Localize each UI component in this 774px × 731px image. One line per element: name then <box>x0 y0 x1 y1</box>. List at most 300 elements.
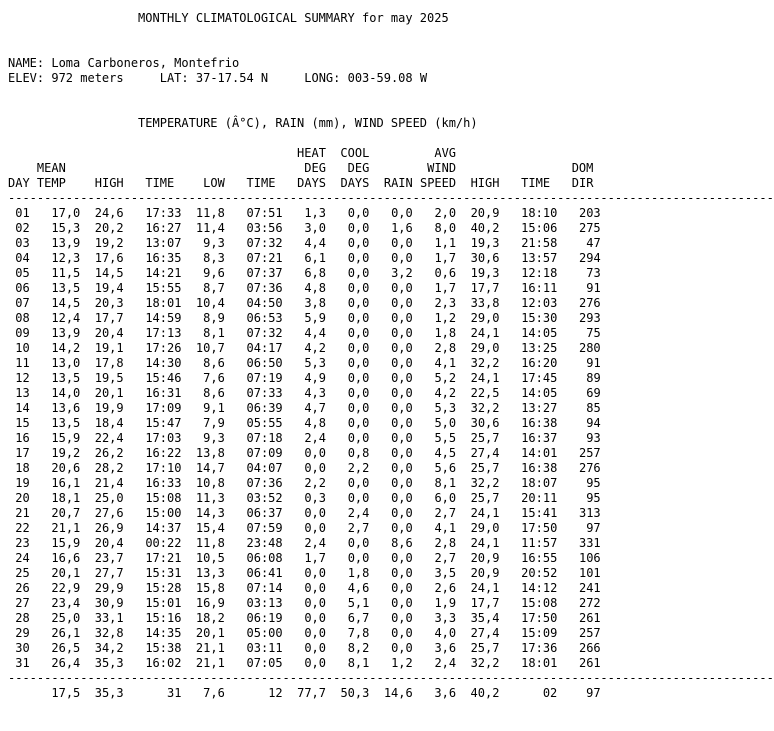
table-row <box>8 281 774 296</box>
cell-wind-high-time: 20:52 <box>521 566 558 580</box>
cell-rain: 0,0 <box>391 596 413 610</box>
cell-dom-dir: 97 <box>586 521 601 535</box>
table-row <box>8 251 774 266</box>
cell-wind-high-time: 13:25 <box>521 341 558 355</box>
cell-heat-deg-days: 4,8 <box>304 281 327 295</box>
cell-high-time: 00:22 <box>145 536 182 550</box>
cell-heat-deg-days: 0,0 <box>304 611 326 625</box>
cell-low-time: 04:50 <box>246 296 283 310</box>
cell-low-time: 07:32 <box>246 236 283 250</box>
cell-wind-high: 20,9 <box>470 551 500 565</box>
cell-rain: 0,0 <box>391 401 413 415</box>
total-rain: 14,6 <box>383 686 413 700</box>
cell-dom-dir: 69 <box>586 386 601 400</box>
header-rain: RAIN <box>383 176 413 190</box>
cell-wind-high-time: 16:55 <box>521 551 558 565</box>
cell-low-time: 07:32 <box>246 326 283 340</box>
cell-high-temp: 21,4 <box>94 476 124 490</box>
cell-rain: 0,0 <box>391 461 413 475</box>
cell-high-time: 15:28 <box>145 581 182 595</box>
cell-low-temp: 8,6 <box>203 386 225 400</box>
cell-dom-dir: 272 <box>578 596 601 610</box>
cell-high-temp: 23,7 <box>94 551 124 565</box>
header-row-2 <box>8 161 774 176</box>
table-row <box>8 311 774 326</box>
cell-wind-high-time: 18:01 <box>521 656 558 670</box>
cell-wind-high-time: 17:45 <box>521 371 558 385</box>
cell-high-time: 17:13 <box>145 326 182 340</box>
cell-high-temp: 29,9 <box>94 581 124 595</box>
table-row <box>8 581 774 596</box>
cell-avg-wind-speed: 2,4 <box>434 656 457 670</box>
table-row <box>8 326 774 341</box>
cell-high-temp: 27,6 <box>94 506 124 520</box>
table-row <box>8 446 774 461</box>
cell-rain: 0,0 <box>391 281 413 295</box>
cell-rain: 0,0 <box>391 551 413 565</box>
lat-value: 37-17.54 N <box>195 71 269 85</box>
cell-wind-high: 19,3 <box>470 266 500 280</box>
table-row <box>8 656 774 671</box>
table-row <box>8 566 774 581</box>
cell-mean-temp: 26,1 <box>51 626 81 640</box>
cell-low-time: 07:33 <box>246 386 283 400</box>
cell-high-time: 16:02 <box>145 656 182 670</box>
cell-mean-temp: 20,7 <box>51 506 81 520</box>
cell-low-temp: 18,2 <box>195 611 225 625</box>
cell-mean-temp: 15,9 <box>51 431 81 445</box>
cell-wind-high: 32,2 <box>470 356 500 370</box>
cell-cool-deg-days: 0,0 <box>347 416 370 430</box>
cell-day: 17 <box>15 446 30 460</box>
cell-low-time: 07:37 <box>246 266 283 280</box>
cell-dom-dir: 293 <box>579 311 601 325</box>
cell-rain: 0,0 <box>391 356 413 370</box>
cell-wind-high: 32,2 <box>470 476 500 490</box>
total-avg-wind-speed: 3,6 <box>434 686 457 700</box>
cell-avg-wind-speed: 1,1 <box>434 236 457 250</box>
cell-heat-deg-days: 2,4 <box>304 431 327 445</box>
cell-wind-high-time: 18:07 <box>521 476 558 490</box>
cell-wind-high-time: 17:50 <box>521 521 558 535</box>
cell-rain: 0,0 <box>391 236 413 250</box>
cell-low-temp: 7,6 <box>203 371 225 385</box>
cell-high-temp: 20,4 <box>94 536 124 550</box>
cell-low-time: 07:18 <box>246 431 283 445</box>
cell-mean-temp: 25,0 <box>51 611 81 625</box>
cell-low-temp: 21,1 <box>195 656 225 670</box>
cell-high-temp: 19,4 <box>94 281 124 295</box>
cell-wind-high-time: 21:58 <box>521 236 558 250</box>
cell-low-time: 06:50 <box>246 356 283 370</box>
cell-cool-deg-days: 2,2 <box>347 461 370 475</box>
cell-wind-high-time: 15:09 <box>521 626 558 640</box>
cell-dom-dir: 203 <box>578 206 601 220</box>
cell-wind-high: 22,5 <box>470 386 500 400</box>
cell-low-temp: 11,3 <box>195 491 225 505</box>
cell-low-time: 23:48 <box>246 536 283 550</box>
elev-value: 972 meters <box>51 71 124 85</box>
cell-day: 20 <box>15 491 30 505</box>
cell-high-time: 15:00 <box>145 506 182 520</box>
cell-high-temp: 33,1 <box>94 611 124 625</box>
cell-mean-temp: 15,9 <box>51 536 81 550</box>
cell-rain: 0,0 <box>391 386 413 400</box>
cell-cool-deg-days: 0,0 <box>347 476 370 490</box>
cell-low-temp: 14,3 <box>195 506 225 520</box>
table-row <box>8 626 774 641</box>
cell-wind-high-time: 20:11 <box>521 491 558 505</box>
cell-dom-dir: 47 <box>586 236 601 250</box>
header-cool-deg-days: DEG <box>347 161 370 175</box>
cell-mean-temp: 12,3 <box>51 251 81 265</box>
cell-high-temp: 20,4 <box>94 326 124 340</box>
cell-dom-dir: 280 <box>578 341 601 355</box>
cell-wind-high-time: 14:05 <box>521 326 558 340</box>
cell-mean-temp: 14,2 <box>51 341 81 355</box>
cell-low-temp: 8,9 <box>203 311 225 325</box>
cell-avg-wind-speed: 4,5 <box>434 446 457 460</box>
total-high-temp: 35,3 <box>94 686 124 700</box>
cell-rain: 0,0 <box>391 476 413 490</box>
cell-avg-wind-speed: 5,3 <box>434 401 457 415</box>
cell-avg-wind-speed: 2,8 <box>434 536 457 550</box>
table-row <box>8 236 774 251</box>
cell-heat-deg-days: 3,0 <box>304 221 326 235</box>
cell-cool-deg-days: 0,0 <box>347 386 370 400</box>
cell-day: 19 <box>15 476 30 490</box>
table-row <box>8 266 774 281</box>
units-line <box>8 116 774 131</box>
cell-mean-temp: 16,1 <box>51 476 81 490</box>
header-row-1 <box>8 146 774 161</box>
cell-high-time: 13:07 <box>145 236 182 250</box>
cell-mean-temp: 23,4 <box>51 596 81 610</box>
cell-low-time: 07:51 <box>246 206 283 220</box>
cell-cool-deg-days: 0,0 <box>347 491 370 505</box>
cell-low-temp: 13,8 <box>195 446 225 460</box>
cell-low-temp: 10,7 <box>195 341 225 355</box>
climate-report <box>8 11 774 701</box>
lat-label: LAT: <box>159 71 189 85</box>
cell-high-time: 15:01 <box>145 596 182 610</box>
table-row <box>8 491 774 506</box>
table-row <box>8 221 774 236</box>
cell-day: 02 <box>15 221 30 235</box>
cell-high-time: 15:16 <box>145 611 182 625</box>
cell-avg-wind-speed: 2,6 <box>434 581 457 595</box>
cell-mean-temp: 13,9 <box>51 326 81 340</box>
cell-cool-deg-days: 0,0 <box>347 356 370 370</box>
cell-low-time: 06:08 <box>246 551 283 565</box>
cell-rain: 0,0 <box>391 506 413 520</box>
cell-heat-deg-days: 1,7 <box>304 551 326 565</box>
table-row <box>8 431 774 446</box>
cell-day: 25 <box>15 566 30 580</box>
cell-cool-deg-days: 0,0 <box>347 281 370 295</box>
cell-day: 21 <box>15 506 30 520</box>
cell-rain: 1,6 <box>391 221 413 235</box>
cell-low-time: 07:59 <box>246 521 283 535</box>
cell-dom-dir: 101 <box>578 566 601 580</box>
cell-heat-deg-days: 0,3 <box>304 491 326 505</box>
cell-avg-wind-speed: 4,1 <box>434 521 457 535</box>
cell-wind-high-time: 16:11 <box>521 281 558 295</box>
cell-day: 06 <box>15 281 30 295</box>
cell-wind-high: 32,2 <box>470 656 500 670</box>
cell-mean-temp: 13,0 <box>51 356 81 370</box>
cell-mean-temp: 20,1 <box>51 566 81 580</box>
table-row <box>8 371 774 386</box>
cell-low-time: 07:14 <box>246 581 283 595</box>
cell-cool-deg-days: 6,7 <box>347 611 370 625</box>
cell-heat-deg-days: 0,0 <box>304 566 326 580</box>
cell-avg-wind-speed: 3,5 <box>434 566 457 580</box>
header-mean-temp: TEMP <box>36 176 66 190</box>
separator-bottom: ---------------------------------------------------------------------------------------------------------- <box>8 671 774 685</box>
cell-mean-temp: 13,5 <box>51 371 81 385</box>
header-dom-dir: DOM <box>571 161 594 175</box>
cell-high-time: 18:01 <box>145 296 182 310</box>
long-value: 003-59.08 W <box>347 71 428 85</box>
cell-cool-deg-days: 0,0 <box>347 371 370 385</box>
cell-rain: 0,0 <box>391 566 413 580</box>
cell-avg-wind-speed: 1,2 <box>434 311 457 325</box>
units-text: TEMPERATURE (Â°C), RAIN (mm), WIND SPEED (km/h) <box>138 116 478 130</box>
cell-low-temp: 20,1 <box>195 626 225 640</box>
cell-cool-deg-days: 0,0 <box>347 551 370 565</box>
cell-rain: 0,0 <box>391 521 413 535</box>
cell-day: 08 <box>15 311 30 325</box>
table-row <box>8 641 774 656</box>
cell-cool-deg-days: 0,0 <box>347 341 370 355</box>
cell-wind-high-time: 16:37 <box>521 431 558 445</box>
cell-avg-wind-speed: 5,2 <box>434 371 457 385</box>
cell-wind-high: 30,6 <box>470 416 500 430</box>
cell-cool-deg-days: 4,6 <box>347 581 370 595</box>
cell-heat-deg-days: 0,0 <box>304 596 326 610</box>
cell-heat-deg-days: 4,4 <box>304 236 327 250</box>
cell-wind-high-time: 18:10 <box>521 206 558 220</box>
cell-dom-dir: 276 <box>578 461 601 475</box>
cell-day: 15 <box>15 416 30 430</box>
cell-heat-deg-days: 0,0 <box>304 521 326 535</box>
cell-day: 24 <box>15 551 30 565</box>
cell-high-time: 17:03 <box>145 431 182 445</box>
cell-dom-dir: 95 <box>586 476 601 490</box>
cell-high-time: 15:55 <box>145 281 182 295</box>
table-row <box>8 386 774 401</box>
cell-low-time: 06:53 <box>246 311 283 325</box>
cell-low-time: 05:00 <box>246 626 283 640</box>
cell-high-time: 16:33 <box>145 476 182 490</box>
cell-rain: 0,0 <box>391 641 413 655</box>
cell-wind-high: 17,7 <box>470 596 500 610</box>
cell-cool-deg-days: 0,0 <box>347 236 370 250</box>
cell-wind-high: 29,0 <box>470 341 500 355</box>
cell-cool-deg-days: 0,0 <box>347 431 370 445</box>
cell-low-temp: 10,8 <box>195 476 225 490</box>
cell-wind-high: 25,7 <box>470 431 500 445</box>
cell-cool-deg-days: 0,8 <box>347 446 370 460</box>
cell-avg-wind-speed: 1,8 <box>434 326 457 340</box>
cell-low-temp: 14,7 <box>195 461 225 475</box>
header-heat-deg-days: DAYS <box>297 176 327 190</box>
cell-wind-high-time: 17:50 <box>521 611 558 625</box>
cell-day: 11 <box>15 356 30 370</box>
cell-mean-temp: 26,5 <box>51 641 81 655</box>
cell-wind-high: 24,1 <box>470 536 500 550</box>
cell-heat-deg-days: 0,0 <box>304 626 326 640</box>
cell-avg-wind-speed: 5,5 <box>434 431 457 445</box>
cell-high-temp: 14,5 <box>94 266 124 280</box>
cell-high-temp: 17,6 <box>94 251 124 265</box>
cell-mean-temp: 13,9 <box>51 236 81 250</box>
cell-low-time: 03:52 <box>246 491 283 505</box>
cell-wind-high: 27,4 <box>470 446 500 460</box>
cell-high-temp: 28,2 <box>94 461 124 475</box>
header-day: DAY <box>8 176 30 190</box>
cell-mean-temp: 14,5 <box>51 296 81 310</box>
cell-high-temp: 34,2 <box>94 641 124 655</box>
cell-low-time: 03:11 <box>246 641 283 655</box>
cell-mean-temp: 17,0 <box>51 206 81 220</box>
cell-high-temp: 26,2 <box>94 446 124 460</box>
cell-high-temp: 24,6 <box>94 206 124 220</box>
cell-mean-temp: 12,4 <box>51 311 81 325</box>
cell-avg-wind-speed: 0,6 <box>434 266 457 280</box>
cell-day: 05 <box>15 266 30 280</box>
cell-high-temp: 25,0 <box>94 491 124 505</box>
cell-heat-deg-days: 0,0 <box>304 641 326 655</box>
cell-rain: 0,0 <box>391 581 413 595</box>
cell-wind-high-time: 16:38 <box>521 416 558 430</box>
cell-low-temp: 11,4 <box>195 221 225 235</box>
cell-mean-temp: 11,5 <box>51 266 81 280</box>
cell-mean-temp: 19,2 <box>51 446 81 460</box>
cell-low-temp: 11,8 <box>195 206 225 220</box>
cell-dom-dir: 276 <box>578 296 601 310</box>
cell-avg-wind-speed: 5,0 <box>434 416 457 430</box>
cell-dom-dir: 261 <box>578 611 601 625</box>
cell-mean-temp: 21,1 <box>51 521 81 535</box>
cell-avg-wind-speed: 3,3 <box>434 611 457 625</box>
cell-heat-deg-days: 4,2 <box>304 341 326 355</box>
cell-low-temp: 8,6 <box>203 356 225 370</box>
cell-cool-deg-days: 8,2 <box>347 641 370 655</box>
cell-avg-wind-speed: 4,2 <box>434 386 457 400</box>
cell-low-time: 07:05 <box>246 656 283 670</box>
cell-high-time: 17:21 <box>145 551 182 565</box>
cell-low-temp: 10,5 <box>195 551 225 565</box>
cell-low-temp: 13,3 <box>195 566 225 580</box>
cell-wind-high-time: 15:41 <box>521 506 558 520</box>
cell-mean-temp: 16,6 <box>51 551 81 565</box>
cell-avg-wind-speed: 1,9 <box>434 596 457 610</box>
cell-day: 03 <box>15 236 30 250</box>
cell-high-time: 14:59 <box>145 311 182 325</box>
cell-day: 29 <box>15 626 30 640</box>
cell-rain: 0,0 <box>391 416 413 430</box>
cell-low-time: 04:07 <box>246 461 283 475</box>
header-heat-deg-days: HEAT <box>297 146 326 160</box>
cell-cool-deg-days: 2,4 <box>347 506 370 520</box>
cell-mean-temp: 13,6 <box>51 401 81 415</box>
cell-high-temp: 19,9 <box>94 401 124 415</box>
cell-day: 31 <box>15 656 30 670</box>
cell-low-temp: 7,9 <box>203 416 225 430</box>
cell-high-time: 17:09 <box>145 401 182 415</box>
cell-heat-deg-days: 0,0 <box>304 656 326 670</box>
cell-dom-dir: 91 <box>586 356 601 370</box>
cell-high-temp: 19,5 <box>94 371 124 385</box>
cell-high-time: 15:38 <box>145 641 182 655</box>
cell-cool-deg-days: 0,0 <box>347 311 370 325</box>
cell-wind-high: 29,0 <box>470 521 500 535</box>
station-location-line <box>8 71 774 86</box>
cell-high-temp: 32,8 <box>94 626 124 640</box>
cell-wind-high: 35,4 <box>470 611 500 625</box>
cell-dom-dir: 73 <box>586 266 601 280</box>
cell-high-time: 15:46 <box>145 371 182 385</box>
cell-cool-deg-days: 0,0 <box>347 296 370 310</box>
cell-high-temp: 18,4 <box>94 416 124 430</box>
cell-high-temp: 26,9 <box>94 521 124 535</box>
cell-rain: 0,0 <box>391 251 413 265</box>
cell-low-time: 07:21 <box>246 251 283 265</box>
cell-low-temp: 8,1 <box>203 326 225 340</box>
cell-wind-high: 17,7 <box>470 281 500 295</box>
cell-low-temp: 15,8 <box>195 581 225 595</box>
cell-dom-dir: 261 <box>578 656 601 670</box>
cell-cool-deg-days: 2,7 <box>347 521 370 535</box>
cell-wind-high: 24,1 <box>470 581 500 595</box>
cell-rain: 1,2 <box>391 656 413 670</box>
total-low-time: 12 <box>268 686 283 700</box>
cell-wind-high-time: 14:12 <box>521 581 558 595</box>
cell-day: 28 <box>15 611 30 625</box>
cell-wind-high-time: 11:57 <box>521 536 558 550</box>
total-mean-temp: 17,5 <box>51 686 81 700</box>
cell-avg-wind-speed: 2,7 <box>434 506 457 520</box>
cell-avg-wind-speed: 2,7 <box>434 551 457 565</box>
cell-wind-high: 19,3 <box>470 236 500 250</box>
header-avg-wind-speed: AVG <box>434 146 457 160</box>
cell-high-time: 14:21 <box>145 266 182 280</box>
cell-high-time: 15:47 <box>145 416 182 430</box>
cell-high-time: 16:22 <box>145 446 182 460</box>
cell-heat-deg-days: 3,8 <box>304 296 326 310</box>
cell-dom-dir: 91 <box>586 281 601 295</box>
total-wind-high-time: 02 <box>542 686 558 700</box>
cell-day: 12 <box>15 371 30 385</box>
cell-avg-wind-speed: 8,0 <box>434 221 457 235</box>
cell-low-temp: 8,7 <box>203 281 225 295</box>
cell-dom-dir: 95 <box>586 491 601 505</box>
cell-high-temp: 17,7 <box>94 311 124 325</box>
header-high-time: TIME <box>145 176 175 190</box>
header-avg-wind-speed: WIND <box>427 161 457 175</box>
cell-wind-high-time: 13:27 <box>521 401 558 415</box>
cell-high-time: 16:31 <box>145 386 182 400</box>
cell-dom-dir: 75 <box>586 326 601 340</box>
cell-avg-wind-speed: 8,1 <box>434 476 457 490</box>
cell-cool-deg-days: 5,1 <box>347 596 370 610</box>
cell-high-temp: 27,7 <box>94 566 124 580</box>
cell-avg-wind-speed: 6,0 <box>434 491 457 505</box>
cell-day: 09 <box>15 326 30 340</box>
report-title-line <box>8 11 774 26</box>
